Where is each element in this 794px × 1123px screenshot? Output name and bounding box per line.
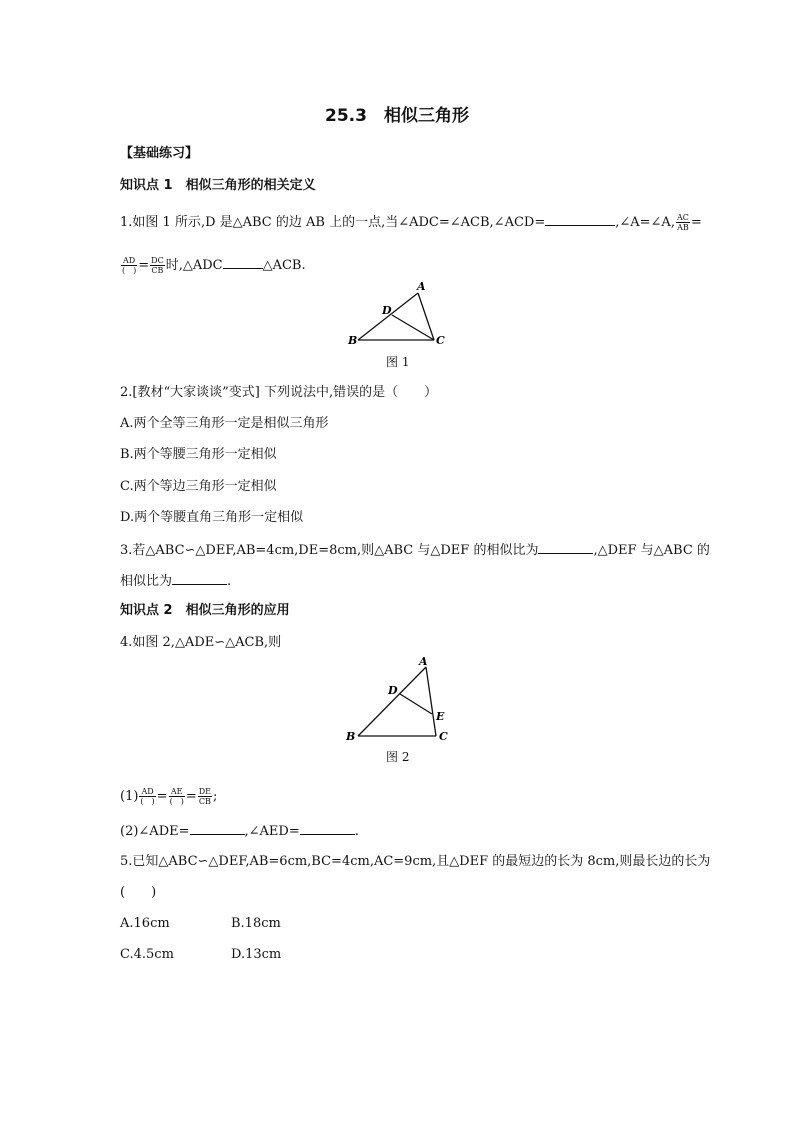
point-label-a: A [419,655,428,668]
question-1-line-1 [120,213,702,232]
question-2-stem: 2.[教材“大家谈谈”变式] 下列说法中,错误的是（ ） [120,385,438,400]
question-2-option-b[interactable]: B.两个等腰三角形一定相似 [120,447,277,462]
semicolon: ; [213,789,218,804]
question-5-paren: ( ) [120,885,157,900]
equals-sign: = [690,215,702,230]
question-3-text-a: 3.若△ABC∽△DEF,AB=4cm,DE=8cm,则△ABC 与△DEF 的相似比为 [120,543,539,558]
point-label-b: B [348,334,358,347]
question-1-blank-relation[interactable] [223,256,263,269]
question-1-text-b: ,∠A=∠A, [615,215,675,230]
question-3-text-b: ,△DEF 与△ABC 的 [593,543,710,558]
equals-sign: = [185,789,197,804]
point-label-b: B [346,730,356,743]
question-3-blank-1[interactable] [538,541,593,554]
section-heading-basic: 【基础练习】 [120,146,199,161]
question-1-text-a: 1.如图 1 所示,D 是△ABC 的边 AB 上的一点,当∠ADC=∠ACB,∠ACD= [120,215,546,230]
question-4-sub-2-text-b: ,∠AED= [244,824,300,839]
figure-2-triangle-diagram [340,652,460,747]
question-4-stem: 4.如图 2,△ADE∽△ACB,则 [120,635,282,650]
question-3-line-2 [120,572,231,590]
segment-ac [426,667,436,736]
question-2-option-c[interactable]: C.两个等边三角形一定相似 [120,479,277,494]
fraction-dc-cb: $\frac{DC}{CB}$ [151,256,164,275]
segment-ba [358,667,426,736]
question-1-text-d: △ACB. [262,258,306,273]
question-4-blank-ade[interactable] [190,822,245,835]
segment-dc [392,315,434,340]
figure-2-caption: 图 2 [386,750,410,764]
question-4-sub-1-label: (1) [120,789,139,804]
question-4-sub-2 [120,822,359,840]
figure-1-triangle-diagram [340,278,460,348]
question-4-sub-2-text-c: . [354,824,359,839]
question-3-text-d: . [227,574,232,589]
equals-sign: = [156,789,168,804]
question-5-option-a[interactable]: A.16cm [120,916,170,931]
knowledge-point-2-heading: 知识点 2 相似三角形的应用 [120,603,290,618]
question-5-option-c[interactable]: C.4.5cm [120,947,174,962]
question-1-line-2 [120,256,306,275]
fraction-de-cb: $\frac{DE}{CB}$ [198,787,211,806]
point-label-d: D [388,684,398,697]
page-title: 25.3 相似三角形 [325,106,469,126]
question-3-blank-2[interactable] [172,572,227,585]
point-label-e: E [436,710,445,723]
figure-1-caption: 图 1 [386,355,410,369]
fraction-ae-blank[interactable]: $\frac{AE}{( )}$ [169,787,184,806]
question-4-sub-2-text-a: (2)∠ADE= [120,824,190,839]
question-3-line-1 [120,541,710,559]
point-label-c: C [439,730,448,743]
point-label-a: A [417,280,426,293]
fraction-ad-blank[interactable]: $\frac{AD}{( )}$ [122,256,137,275]
question-5-option-b[interactable]: B.18cm [231,916,281,931]
fraction-ad-blank[interactable]: $\frac{AD}{( )}$ [140,787,155,806]
segment-ac [418,293,434,340]
question-5-option-d[interactable]: D.13cm [231,947,282,962]
question-1-blank-angle[interactable] [545,213,615,226]
equals-sign: = [138,258,150,273]
point-label-d: D [382,304,392,317]
question-5-stem: 5.已知△ABC∽△DEF,AB=6cm,BC=4cm,AC=9cm,且△DEF 的最短边的长为 8cm,则最长边的长为 [120,854,711,869]
point-label-c: C [436,334,445,347]
question-2-option-a[interactable]: A.两个全等三角形一定是相似三角形 [120,416,329,431]
question-2-option-d[interactable]: D.两个等腰直角三角形一定相似 [120,510,304,525]
question-4-sub-1 [120,787,217,806]
segment-de [400,694,432,714]
question-1-text-c: 时,△ADC [165,258,223,273]
question-4-blank-aed[interactable] [300,822,355,835]
fraction-ac-ab: $\frac{AC}{AB}$ [676,213,689,232]
knowledge-point-1-heading: 知识点 1 相似三角形的相关定义 [120,178,316,193]
question-3-text-c: 相似比为 [120,574,173,589]
